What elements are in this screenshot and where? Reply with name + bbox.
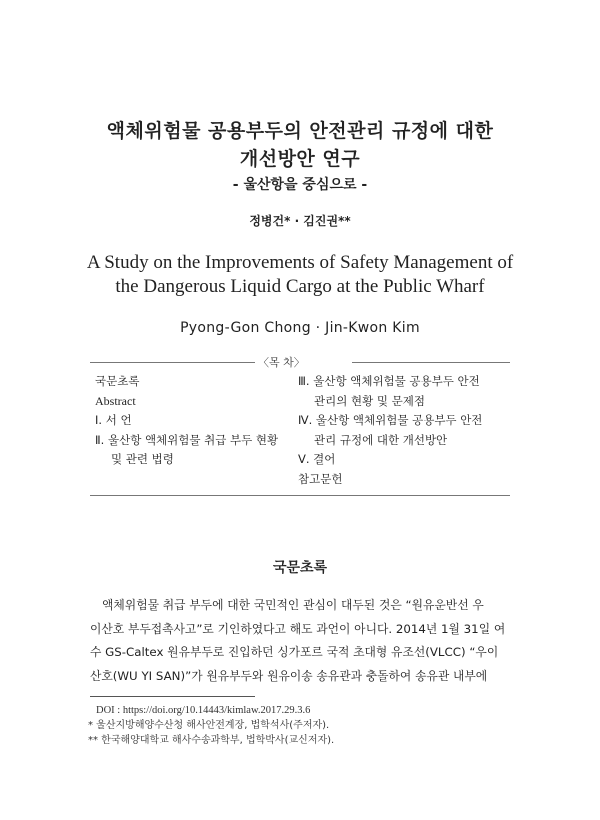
english-title-line-1: A Study on the Improvements of Safety Management of	[86, 252, 514, 273]
toc-item: Ⅰ. 서 언	[95, 413, 132, 427]
abstract-line: 액체위험물 취급 부두에 대한 국민적인 관심이 대두된 것은 “원유운반선 우	[102, 598, 484, 612]
doi-link[interactable]: DOI : https://doi.org/10.14443/kimlaw.2017.29.3.6	[96, 705, 311, 716]
korean-title-line-2: 개선방안 연구	[239, 148, 361, 170]
footnotes	[88, 703, 334, 748]
footnote-author-2: ** 한국해양대학교 해사수송과학부, 법학박사(교신저자).	[88, 735, 335, 746]
korean-title-line-1: 액체위험물 공용부두의 안전관리 규정에 대한	[106, 120, 494, 142]
toc-item: 국문초록	[95, 374, 140, 388]
toc-item: Abstract	[95, 393, 136, 408]
toc-item: Ⅱ. 울산항 액체위험물 취급 부두 현황	[95, 432, 279, 447]
toc-bottom-rule	[90, 495, 510, 496]
abstract-line: 산호(WU YI SAN)”가 원유부두와 원유이송 송유관과 충돌하여 송유관 내부에	[90, 668, 488, 683]
toc-left-column	[95, 372, 295, 470]
toc-top-rule-right	[352, 362, 510, 363]
abstract-line: 수 GS-Caltex 원유부두로 진입하던 싱가포르 국적 초대형 유조선(VLCC) “우이	[90, 645, 499, 659]
abstract-body	[90, 594, 510, 688]
toc-item: 참고문헌	[298, 471, 343, 486]
toc-item: Ⅴ. 결어	[298, 452, 336, 466]
english-title-line-2: the Dangerous Liquid Cargo at the Public Wharf	[115, 276, 485, 297]
toc-label: 〈목 차〉	[258, 356, 305, 369]
english-authors: Pyong-Gon Chong · Jin-Kwon Kim	[180, 320, 420, 336]
toc-item: Ⅳ. 울산항 액체위험물 공용부두 안전	[298, 413, 483, 427]
toc-item: 및 관련 법령	[111, 452, 174, 466]
korean-subtitle: - 울산항을 중심으로 -	[232, 177, 368, 193]
toc-top-rule-left	[90, 362, 255, 363]
toc-item: Ⅲ. 울산항 액체위험물 공용부두 안전	[298, 374, 480, 388]
toc-item: 관리의 현황 및 문제점	[314, 393, 425, 408]
korean-authors: 정병건* · 김진권**	[249, 214, 351, 228]
abstract-heading: 국문초록	[272, 560, 328, 576]
footnote-author-1: * 울산지방해양수산청 해사안전계장, 법학석사(주저자).	[88, 720, 330, 731]
footnote-rule	[90, 696, 255, 697]
toc-item: 관리 규정에 대한 개선방안	[314, 432, 448, 447]
toc-right-column	[298, 372, 513, 489]
abstract-line: 이산호 부두접촉사고”로 기인하였다고 해도 과언이 아니다. 2014년 1월 31일 여	[90, 621, 506, 636]
